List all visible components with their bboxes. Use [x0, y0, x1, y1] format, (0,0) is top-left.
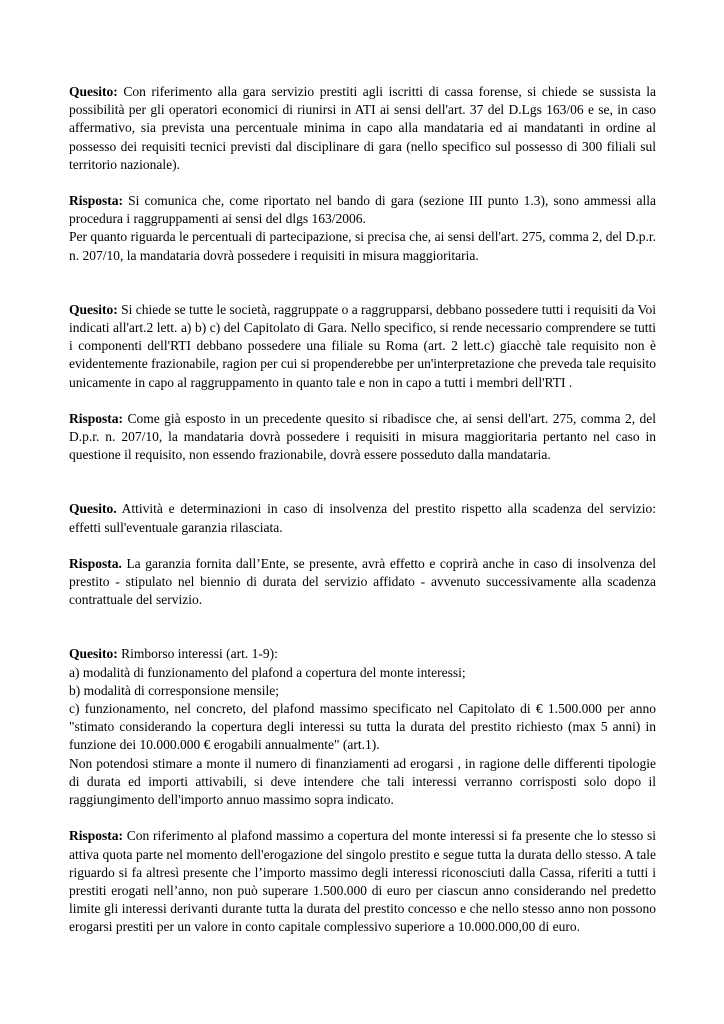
question-4-note: Non potendosi stimare a monte il numero di finanziamenti ad erogarsi , in ragione delle differenti tipologie di durata ed importi attivabili, si deve intendere che tali interessi verranno corrisposti solo dopo il raggiungimento dell'importo annuo massimo sopra indicato. — [69, 755, 656, 808]
answer-3 — [69, 555, 656, 610]
answer-label: Risposta: — [69, 193, 124, 209]
question-text: Si chiede se tutte le società, raggruppate o a raggrupparsi, debbano possedere tutti i requisiti da Voi indicati all'art.2 lett. a) b) c) del Capitolato di Gara. Nello specifico, si rende necessario comprendere se tutti i componenti dell'RTI debbano possedere una filiale su Roma (art. 2 lett.c) giacchè tale requisito non è evidentemente frazionabile, ragion per cui si propenderebbe per un'interpretazione che preveda tale requisito unicamente in capo al raggruppamento in quanto tale e non in capo a tutti i membri dell'RTI . — [69, 301, 657, 390]
document-page — [69, 83, 656, 937]
answer-label: Risposta. — [69, 555, 122, 571]
answer-text: La garanzia fornita dall’Ente, se presente, avrà effetto e coprirà anche in caso di insolvenza del prestito - stipulato nel biennio di durata del servizio affidato - avvenuto successivamente alla scadenza contrattuale del servizio. — [69, 555, 656, 608]
question-2 — [69, 301, 656, 392]
answer-4 — [69, 827, 656, 936]
question-text: Attività e determinazioni in caso di insolvenza del prestito rispetto alla scadenza del servizio: effetti sull'eventuale garanzia rilasciata. — [69, 501, 656, 535]
answer-label: Risposta: — [69, 828, 124, 844]
answer-text: Come già esposto in un precedente quesito si ribadisce che, ai sensi dell'art. 275, comma 2, del D.p.r. n. 207/10, la mandataria dovrà possedere i requisiti in misura maggioritaria pertanto nel caso in questione il requisito, non essendo frazionabile, dovrà essere posseduto dalla mandataria. — [69, 410, 656, 463]
question-1 — [69, 83, 656, 174]
answer-label: Risposta: — [69, 410, 124, 426]
answer-1-continued: Per quanto riguarda le percentuali di partecipazione, si precisa che, ai sensi dell'art. 275, comma 2, del D.p.r. n. 207/10, la mandataria dovrà possedere i requisiti in misura maggioritaria. — [69, 229, 656, 263]
answer-1 — [69, 192, 656, 228]
question-3 — [69, 500, 656, 536]
question-label: Quesito: — [69, 84, 118, 99]
answer-2 — [69, 410, 656, 465]
question-4 — [69, 645, 656, 663]
question-label: Quesito: — [69, 301, 118, 317]
question-text: Rimborso interessi (art. 1-9): — [121, 646, 278, 662]
question-4-item-b: b) modalità di corresponsione mensile; — [69, 682, 279, 698]
question-4-item-a: a) modalità di funzionamento del plafond a copertura del monte interessi; — [69, 664, 466, 680]
question-text: Con riferimento alla gara servizio prestiti agli iscritti di cassa forense, si chiede se sussista la possibilità per gli operatori economici di riunirsi in ATI ai sensi dell'art. 37 del D.Lgs 163/06 e se, in caso affermativo, sia prevista una percentuale minima in capo alla mandataria ed ai mandatanti in ordine al possesso dei requisiti tecnici previsti dal disciplinare di gara (nello specifico sul possesso di 300 filiali sul territorio nazionale). — [69, 84, 657, 172]
question-label: Quesito. — [69, 501, 117, 517]
answer-text: Con riferimento al plafond massimo a copertura del monte interessi si fa presente che lo stesso si attiva quota parte nel momento dell'erogazione del singolo prestito e segue tutta la durata dello stesso. A tale riguardo si fa altresì presente che l’importo massimo degli interessi riconosciuti dalla Cassa, riferiti a tutti i prestiti erogati nell’anno, non può superare 1.500.000 di euro per ciascun anno considerando nel predetto limite gli interessi derivanti durante tutta la durata del prestito concesso e che nello stesso anno non possono erogarsi prestiti per un valore in conto capitale complessivo superiore a 10.000.000,00 di euro. — [69, 828, 657, 935]
question-label: Quesito: — [69, 646, 118, 662]
question-4-item-c: c) funzionamento, nel concreto, del plafond massimo specificato nel Capitolato di € 1.500.000 per anno "stimato considerando la copertura degli interessi su tutta la durata del prestito richiesto (max 5 anni) in funzione dei 10.000.000 € erogabili annualmente" (art.1). — [69, 701, 656, 753]
answer-text: Si comunica che, come riportato nel bando di gara (sezione III punto 1.3), sono ammessi alla procedura i raggruppamenti ai sensi del dlgs 163/2006. — [69, 193, 656, 227]
